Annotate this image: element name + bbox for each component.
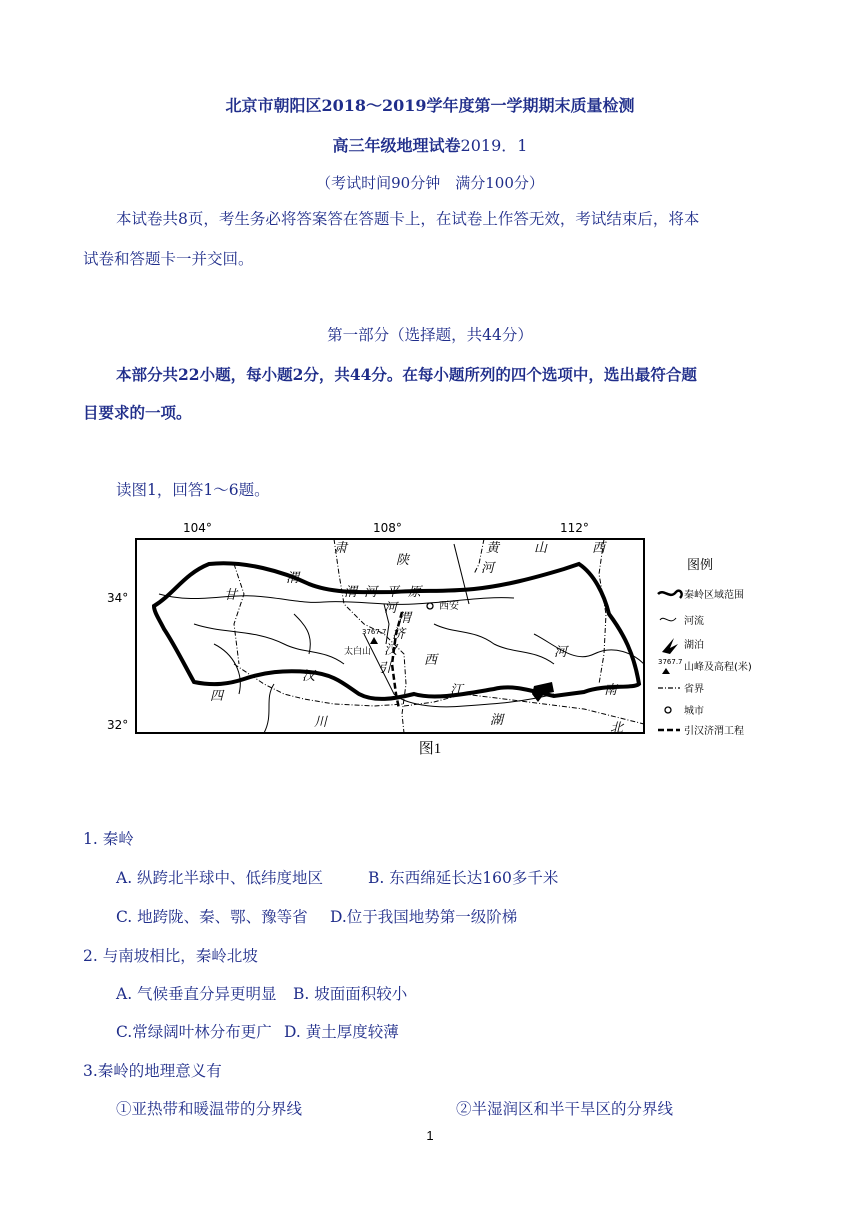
- svg-text:济: 济: [392, 627, 406, 642]
- svg-text:汉: 汉: [384, 643, 398, 658]
- legend-title: 图例: [687, 558, 714, 573]
- lon-label-104: 104°: [183, 521, 212, 535]
- question-1-stem: 1. 秦岭: [83, 830, 134, 848]
- svg-text:湖: 湖: [490, 713, 504, 728]
- svg-text:河流: 河流: [684, 616, 704, 627]
- read-prompt: 读图1，回答1～6题。: [116, 481, 270, 499]
- svg-text:原: 原: [408, 585, 422, 600]
- svg-text:3767.7: 3767.7: [658, 658, 683, 666]
- intro-line-2: 试卷和答题卡一并交回。: [83, 250, 254, 268]
- svg-text:平: 平: [386, 585, 400, 600]
- question-3-stem: 3.秦岭的地理意义有: [83, 1062, 222, 1080]
- lon-label-108: 108°: [373, 521, 402, 535]
- svg-text:渭: 渭: [344, 585, 358, 600]
- peak-elevation: 3767.7: [362, 628, 387, 636]
- svg-text:黄: 黄: [486, 541, 500, 556]
- svg-text:陕: 陕: [396, 553, 410, 568]
- q2-option-a: A. 气候垂直分异更明显: [116, 985, 277, 1003]
- q2-option-c: C.常绿阔叶林分布更广: [116, 1023, 272, 1041]
- exam-info: （考试时间90分钟 满分100分）: [316, 174, 544, 192]
- svg-text:肃: 肃: [334, 541, 348, 556]
- q1-option-d: D.位于我国地势第一级阶梯: [330, 908, 518, 926]
- svg-text:四: 四: [210, 689, 224, 704]
- city-xian-marker: [427, 603, 433, 609]
- svg-text:川: 川: [314, 715, 328, 730]
- svg-text:南: 南: [604, 683, 618, 698]
- lon-label-112: 112°: [560, 521, 589, 535]
- exam-title: 北京市朝阳区2018～2019学年度第一学期期末质量检测: [225, 96, 635, 115]
- lat-label-32: 32°: [107, 718, 129, 732]
- q1-option-a: A. 纵跨北半球中、低纬度地区: [116, 869, 324, 887]
- q3-statement-2: ②半湿润区和半干旱区的分界线: [456, 1100, 674, 1118]
- section-instr-line-2: 目要求的一项。: [83, 403, 192, 422]
- svg-text:湖泊: 湖泊: [684, 640, 704, 651]
- lat-label-34: 34°: [107, 591, 129, 605]
- subtitle-date: 2019．1: [460, 136, 528, 155]
- subtitle-grade: 高三年级地理试卷: [332, 136, 461, 155]
- svg-text:渭: 渭: [286, 571, 300, 586]
- svg-text:北: 北: [610, 721, 624, 736]
- figure-caption: 图1: [418, 741, 442, 757]
- q3-statement-1: ①亚热带和暖温带的分界线: [116, 1100, 303, 1118]
- q2-option-d: D. 黄土厚度较薄: [284, 1023, 399, 1041]
- svg-text:河: 河: [384, 601, 398, 616]
- svg-text:秦岭区域范围: 秦岭区域范围: [684, 590, 744, 601]
- svg-text:渭: 渭: [398, 611, 412, 626]
- svg-text:河: 河: [554, 645, 568, 660]
- page-number: 1: [426, 1128, 434, 1143]
- svg-text:山: 山: [534, 541, 548, 556]
- svg-text:引: 引: [378, 661, 392, 676]
- peak-label: 太白山: [344, 647, 372, 657]
- map-legend: [658, 558, 752, 736]
- svg-text:甘: 甘: [224, 588, 238, 603]
- qinling-map: [134, 534, 780, 736]
- intro-line-1: 本试卷共8页，考生务必将答案答在答题卡上，在试卷上作答无效，考试结束后，将本: [116, 210, 700, 228]
- question-2-stem: 2. 与南坡相比，秦岭北坡: [83, 947, 258, 965]
- svg-text:汉: 汉: [302, 669, 316, 684]
- svg-text:西: 西: [592, 541, 606, 556]
- city-xian-label: 西安: [439, 601, 459, 612]
- q2-option-b: B. 坡面面积较小: [293, 985, 408, 1003]
- q1-option-b: B. 东西绵延长达160多千米: [368, 869, 559, 887]
- q1-option-c: C. 地跨陇、秦、鄂、豫等省: [116, 908, 308, 926]
- svg-text:河: 河: [481, 561, 495, 576]
- exam-subtitle: [0, 133, 860, 156]
- svg-text:江: 江: [450, 683, 464, 698]
- svg-text:河: 河: [364, 585, 378, 600]
- svg-text:引汉济渭工程: 引汉济渭工程: [684, 726, 744, 736]
- svg-text:西: 西: [424, 653, 438, 668]
- section-instr-line-1: 本部分共22小题，每小题2分，共44分。在每小题所列的四个选项中，选出最符合题: [116, 365, 697, 384]
- svg-text:省界: 省界: [684, 684, 704, 695]
- svg-text:城市: 城市: [684, 706, 704, 717]
- svg-text:山峰及高程(米): 山峰及高程(米): [684, 662, 752, 673]
- section-heading: 第一部分（选择题，共44分）: [327, 326, 533, 344]
